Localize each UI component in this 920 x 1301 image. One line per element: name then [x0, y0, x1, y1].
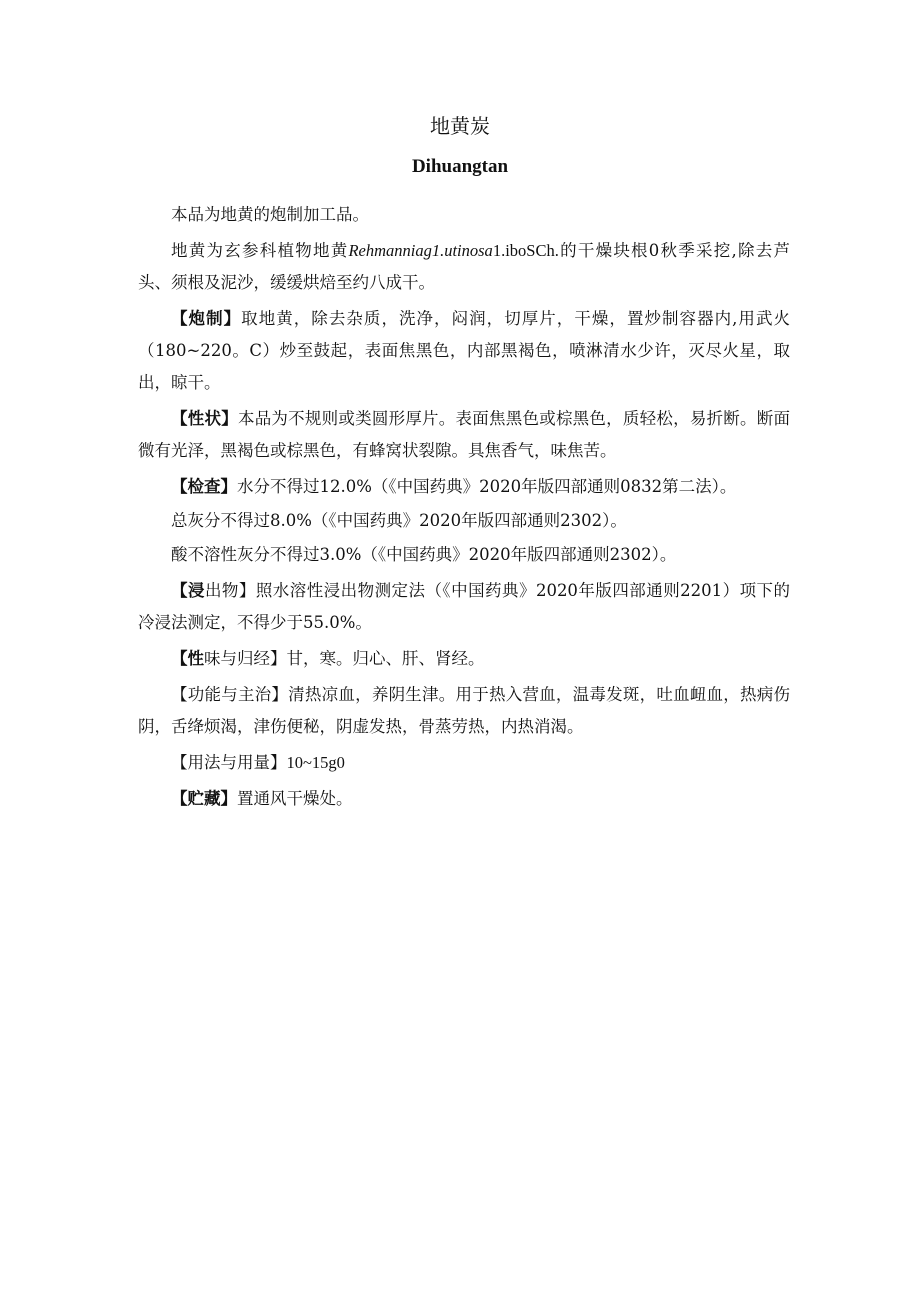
document-title: 地黄炭: [430, 114, 490, 138]
latin-name: Rehmanniag1.utinosa: [348, 241, 493, 260]
processing-paragraph: [138, 303, 790, 399]
processing-text: 取地黄，除去杂质，洗净，闷润，切厚片，干燥，置炒制容器内,用武火（180~220。C）炒至鼓起，表面焦黑色，内部黑褐色，喷淋清水少许，灭尽火星，取出，晾干。: [138, 309, 791, 392]
inspection-label: 【检查】: [171, 477, 237, 496]
storage-paragraph: [138, 783, 790, 815]
dosage-paragraph: [138, 747, 790, 779]
dosage-label: 【用法与用量】: [171, 753, 287, 772]
function-text: 清热凉血，养阴生津。用于热入营血，温毒发斑，吐血衄血，热病伤阴，舌绛烦渴，津伤便秘，阴虚发热，骨蒸劳热，内热消渴。: [138, 685, 791, 736]
intro-paragraph: 本品为地黄的炮制加工品。: [171, 205, 369, 224]
document-body: [138, 199, 790, 819]
source-prefix: 地黄为玄参科植物地黄: [171, 241, 349, 260]
extract-text: 照水溶性浸出物测定法（《中国药典》2020年版四部通则2201）项下的冷浸法测定，不得少于55.0%。: [138, 581, 791, 632]
ash-paragraph: 总灰分不得过8.0%（《中国药典》2020年版四部通则2302）。: [171, 511, 627, 530]
acid-ash-paragraph: 酸不溶性灰分不得过3.0%（《中国药典》2020年版四部通则2302）。: [171, 545, 677, 564]
nature-label-plain: 味与归经】: [204, 649, 287, 668]
function-label: 【功能与主治】: [171, 685, 289, 704]
processing-label: 【炮制】: [171, 309, 242, 328]
function-paragraph: [138, 679, 790, 743]
description-text: 本品为不规则或类圆形厚片。表面焦黑色或棕黑色，质轻松，易折断。断面微有光泽，黑褐色或棕黑色，有蜂窝状裂隙。具焦香气，味焦苦。: [138, 409, 791, 460]
nature-text: 甘，寒。归心、肝、肾经。: [286, 649, 485, 668]
extract-label-bold: 【浸: [171, 581, 205, 600]
inspection-text: 水分不得过12.0%（《中国药典》2020年版四部通则0832第二法）。: [237, 477, 737, 496]
latin-authority: 1.iboSCh.: [492, 241, 559, 260]
source-paragraph: [138, 235, 790, 299]
description-paragraph: [138, 403, 790, 467]
dosage-text: 10~15g0: [286, 753, 345, 772]
storage-text: 置通风干燥处。: [237, 789, 353, 808]
nature-paragraph: [138, 643, 790, 675]
document-subtitle: Dihuangtan: [411, 156, 509, 177]
description-label: 【性状】: [171, 409, 238, 428]
extract-label-plain: 出物】: [204, 581, 256, 600]
extract-paragraph: [138, 575, 790, 639]
nature-label-bold: 【性: [171, 649, 204, 668]
storage-label: 【贮藏】: [171, 789, 237, 808]
source-rest: 的干燥块根0秋季采挖,除去芦头、须根及泥沙，缓缓烘焙至约八成干。: [138, 241, 790, 292]
inspection-paragraph: [138, 471, 790, 503]
